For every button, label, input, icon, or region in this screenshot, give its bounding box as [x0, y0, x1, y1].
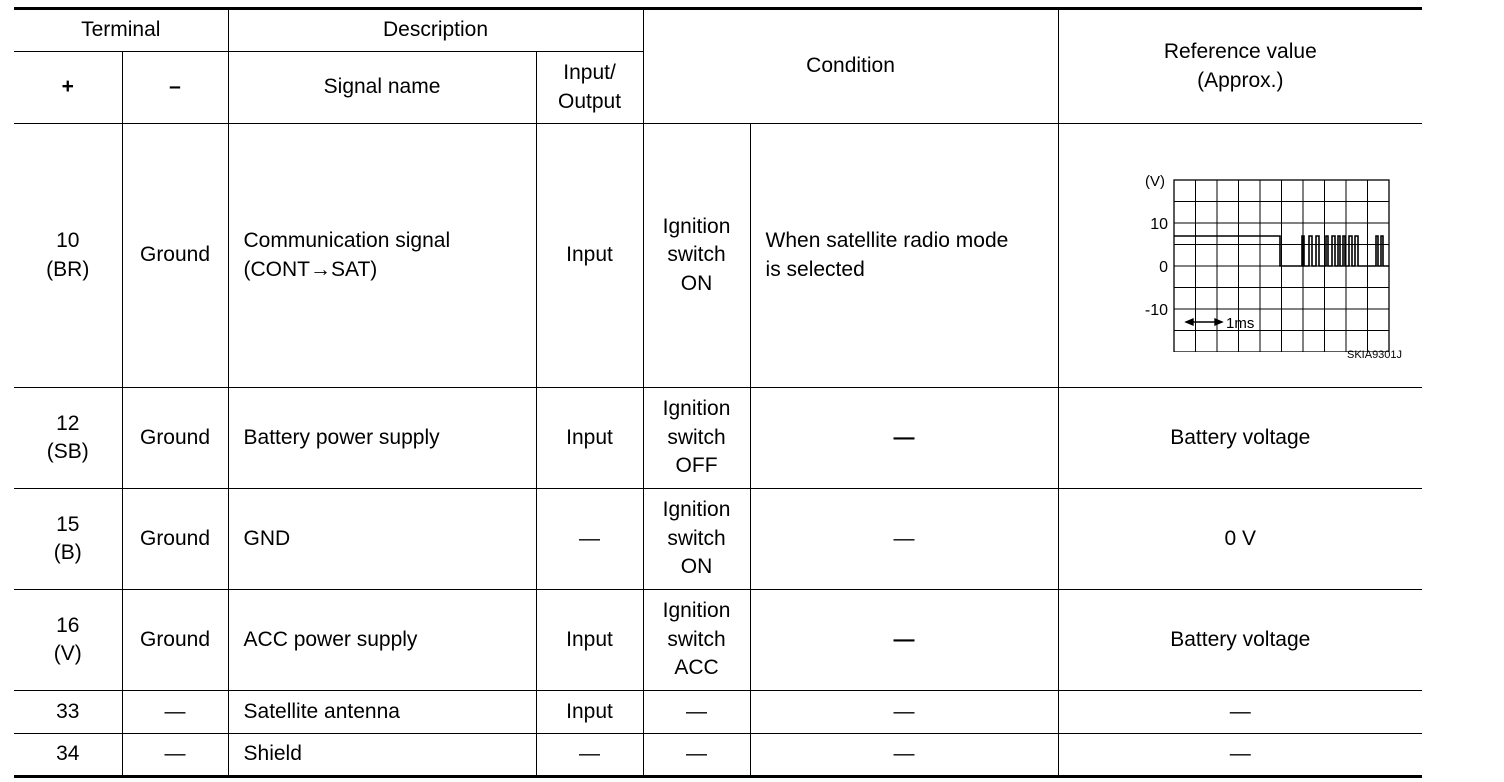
- terminal-minus: —: [122, 691, 228, 734]
- table-row: [14, 489, 1422, 590]
- input-output: —: [536, 734, 643, 777]
- y-tick-label: -10: [1145, 302, 1169, 320]
- y-axis-unit: (V): [1145, 173, 1166, 191]
- terminal-plus: 34: [14, 734, 122, 777]
- figure-id: SKIA9301J: [1347, 349, 1403, 362]
- header-terminal: Terminal: [14, 9, 228, 52]
- table-row: [14, 388, 1422, 489]
- y-tick-label: 0: [1159, 259, 1169, 277]
- waveform-figure: [1090, 142, 1390, 352]
- reference-value: 0 V: [1058, 489, 1422, 590]
- input-output: Input: [536, 388, 643, 489]
- terminal-spec-table: [14, 7, 1422, 778]
- terminal-plus: 10 (BR): [14, 124, 122, 388]
- header-signal-name: Signal name: [228, 52, 536, 124]
- terminal-minus: Ground: [122, 590, 228, 691]
- input-output: Input: [536, 691, 643, 734]
- reference-value: Battery voltage: [1058, 590, 1422, 691]
- header-reference-value: Reference value (Approx.): [1058, 9, 1422, 124]
- signal-name: Battery power supply: [228, 388, 536, 489]
- condition-text: —: [750, 388, 1058, 489]
- terminal-minus: —: [122, 734, 228, 777]
- terminal-minus: Ground: [122, 388, 228, 489]
- ignition-switch-state: Ignition switch OFF: [643, 388, 750, 489]
- time-scale-label: 1ms: [1226, 315, 1255, 333]
- condition-text: When satellite radio mode is selected: [750, 124, 1058, 388]
- ignition-switch-state: Ignition switch ACC: [643, 590, 750, 691]
- ignition-switch-state: Ignition switch ON: [643, 489, 750, 590]
- reference-value: [1058, 124, 1422, 388]
- header-description: Description: [228, 9, 643, 52]
- header-minus: –: [122, 52, 228, 124]
- condition-text: —: [750, 691, 1058, 734]
- time-scale-marker: [1186, 319, 1222, 325]
- ignition-switch-state: Ignition switch ON: [643, 124, 750, 388]
- condition-text: —: [750, 590, 1058, 691]
- terminal-plus: 15 (B): [14, 489, 122, 590]
- reference-value: —: [1058, 734, 1422, 777]
- table-row: [14, 124, 1422, 388]
- input-output: Input: [536, 590, 643, 691]
- condition-text: —: [750, 489, 1058, 590]
- terminal-plus: 33: [14, 691, 122, 734]
- header-row-top: [14, 9, 1422, 52]
- reference-value: —: [1058, 691, 1422, 734]
- ignition-switch-state: —: [643, 691, 750, 734]
- signal-name: Satellite antenna: [228, 691, 536, 734]
- terminal-minus: Ground: [122, 489, 228, 590]
- reference-value: Battery voltage: [1058, 388, 1422, 489]
- signal-name: ACC power supply: [228, 590, 536, 691]
- signal-name: Communication signal (CONT→SAT): [228, 124, 536, 388]
- input-output: Input: [536, 124, 643, 388]
- terminal-minus: Ground: [122, 124, 228, 388]
- terminal-plus: 12 (SB): [14, 388, 122, 489]
- header-plus: +: [14, 52, 122, 124]
- table-row: [14, 734, 1422, 777]
- condition-text: —: [750, 734, 1058, 777]
- terminal-plus: 16 (V): [14, 590, 122, 691]
- signal-name: Shield: [228, 734, 536, 777]
- signal-name: GND: [228, 489, 536, 590]
- header-input-output: Input/ Output: [536, 52, 643, 124]
- header-condition: Condition: [643, 9, 1058, 124]
- ignition-switch-state: —: [643, 734, 750, 777]
- table-row: [14, 590, 1422, 691]
- table-row: [14, 691, 1422, 734]
- input-output: —: [536, 489, 643, 590]
- y-tick-label: 10: [1150, 216, 1169, 234]
